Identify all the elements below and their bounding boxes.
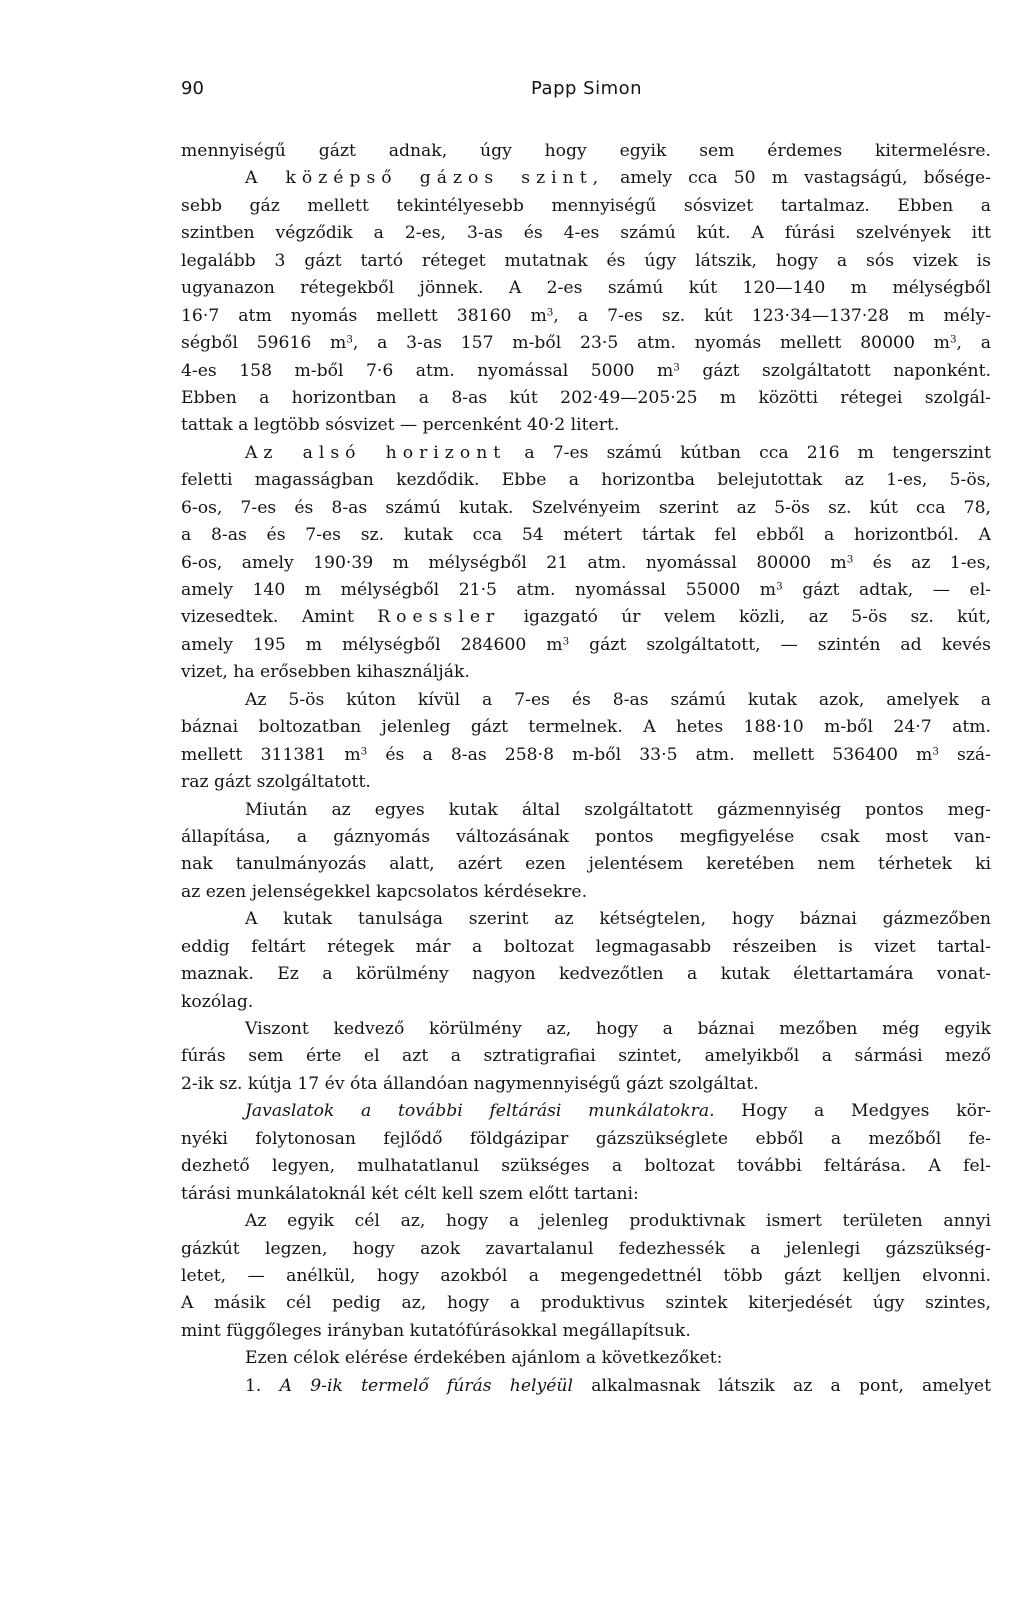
text-line: Az egyik cél az, hogy a jelenleg produktivnak ismert területen annyi: [245, 1211, 991, 1232]
text-line: eddig feltárt rétegek már a boltozat legmagasabb részeiben is vizet tartal-: [181, 936, 991, 957]
text-line: vizesedtek. Amint Roessler igazgató úr velem közli, az 5-ös sz. kút,: [181, 607, 991, 628]
text-line: nak tanulmányozás alatt, azért ezen jelentésem keretében nem térhetek ki: [181, 854, 991, 875]
text-line: tattak a legtöbb sósvizet — percenként 40·2 litert.: [181, 415, 620, 436]
text-line: legalább 3 gázt tartó réteget mutatnak és úgy látszik, hogy a sós vizek is: [181, 250, 991, 271]
text-line: amely 140 m mélységből 21·5 atm. nyomással 55000 $m^3$ gázt adtak, — el-: [181, 580, 991, 600]
text-line: Ebben a horizontban a 8-as kút 202·49—205·25 m közötti rétegei szolgál-: [181, 387, 991, 408]
text-line: ségből 59616 $m^3$, a 3-as 157 m-ből 23·5 atm. nyomás mellett 80000 $m^3$, a: [181, 333, 991, 354]
text-line: Miután az egyes kutak által szolgáltatott gázmennyiség pontos meg-: [245, 799, 991, 820]
text-line: 6-os, amely 190·39 m mélységből 21 atm. nyomással 80000 $m^3$ és az 1-es,: [181, 552, 991, 573]
text-line: dezhető legyen, mulhatatlanul szükséges a boltozat további feltárása. A fel-: [181, 1156, 991, 1177]
person-name: Roessler: [377, 607, 501, 628]
text-line: mellett 311381 $m^3$ és a 8-as 258·8 m-ből 33·5 atm. mellett 536400 $m^3$ szá-: [181, 744, 991, 765]
text-line: 4-es 158 m-ből 7·6 atm. nyomással 5000 $m^3$ gázt szolgáltatott naponként.: [181, 360, 991, 381]
text-line: báznai boltozatban jelenleg gázt termelnek. A hetes 188·10 m-ből 24·7 atm.: [181, 717, 991, 738]
text-line: 16·7 atm nyomás mellett 38160 $m^3$, a 7-es sz. kút 123·34—137·28 m mély-: [181, 305, 991, 326]
section-heading-lower: Az alsó horizont: [245, 442, 507, 463]
text-line: A középső gázos szint, amely cca 50 m vastagságú, bősége-: [245, 168, 991, 189]
text-line: gázkút legzen, hogy azok zavartalanul fedezhessék a jelenlegi gázszükség-: [181, 1238, 991, 1259]
text-line: 6-os, 7-es és 8-as számú kutak. Szelvényeim szerint az 5-ös sz. kút cca 78,: [181, 497, 991, 518]
text-line: állapítása, a gáznyomás változásának pontos megfigyelése csak most van-: [181, 826, 991, 847]
text-line: amely 195 m mélységből 284600 $m^3$ gázt szolgáltatott, — szintén ad kevés: [181, 634, 991, 655]
section-heading-proposals: Javaslatok a további feltárási munkálatokra.: [245, 1101, 715, 1122]
text-line: Az alsó horizont a 7-es számú kútban cca 216 m tengerszint: [245, 442, 991, 463]
text-line: fúrás sem érte el azt a sztratigrafiai szintet, amelyikből a sármási mező: [181, 1046, 991, 1067]
text-line: sebb gáz mellett tekintélyesebb mennyiségű sósvizet tartalmaz. Ebben a: [181, 195, 991, 216]
text-line: nyéki folytonosan fejlődő földgázipar gázszükséglete ebből a mezőből fe-: [181, 1128, 991, 1149]
text-line: Az 5-ös kúton kívül a 7-es és 8-as számú kutak azok, amelyek a: [245, 689, 991, 710]
text-line: kozólag.: [181, 991, 254, 1012]
text-line: maznak. Ez a körülmény nagyon kedvezőtlen a kutak élettartamára vonat-: [181, 964, 991, 985]
text-line: feletti magasságban kezdődik. Ebbe a horizontba belejutottak az 1-es, 5-ös,: [181, 470, 991, 491]
text-line: letet, — anélkül, hogy azokból a megengedettnél több gázt kelljen elvonni.: [181, 1265, 991, 1286]
text-line: ugyanazon rétegekből jönnek. A 2-es számú kút 120—140 m mélységből: [181, 278, 991, 299]
text-line: raz gázt szolgáltatott.: [181, 772, 371, 793]
text-line: mint függőleges irányban kutatófúrásokkal megállapítsuk.: [181, 1320, 691, 1341]
section-heading-middle: A középső gázos szint,: [245, 168, 605, 189]
text-line: 2-ik sz. kútja 17 év óta állandóan nagymennyiségű gázt szolgáltat.: [181, 1073, 759, 1094]
text-line: Ezen célok elérése érdekében ajánlom a következőket:: [245, 1348, 723, 1369]
text-line: A másik cél pedig az, hogy a produktivus szintek kiterjedését úgy szintes,: [181, 1293, 991, 1314]
text-line: vizet, ha erősebben kihasználják.: [181, 662, 470, 683]
text-line: A kutak tanulsága szerint az kétségtelen, hogy báznai gázmezőben: [245, 909, 991, 930]
body-text: [181, 138, 991, 1400]
text-line: Javaslatok a további feltárási munkálatokra. Hogy a Medgyes kör-: [245, 1101, 991, 1122]
list-number: 1.: [245, 1375, 280, 1396]
list-item-heading: A 9-ik termelő fúrás helyéül: [279, 1375, 573, 1396]
text-line: az ezen jelenségekkel kapcsolatos kérdésekre.: [181, 881, 588, 902]
running-head: [181, 78, 1001, 108]
running-title: Papp Simon: [531, 78, 643, 99]
text-line: mennyiségű gázt adnak, úgy hogy egyik sem érdemes kitermelésre.: [181, 141, 991, 161]
text-line: 1. A 9-ik termelő fúrás helyéül alkalmasnak látszik az a pont, amelyet: [245, 1375, 991, 1396]
text-line: a 8-as és 7-es sz. kutak cca 54 métert tártak fel ebből a horizontból. A: [181, 525, 991, 546]
page-number: 90: [181, 78, 204, 99]
text-line: szintben végződik a 2-es, 3-as és 4-es számú kút. A fúrási szelvények itt: [181, 223, 991, 244]
text-line: Viszont kedvező körülmény az, hogy a báznai mezőben még egyik: [245, 1019, 991, 1039]
text-line: tárási munkálatoknál két célt kell szem előtt tartani:: [181, 1183, 639, 1204]
